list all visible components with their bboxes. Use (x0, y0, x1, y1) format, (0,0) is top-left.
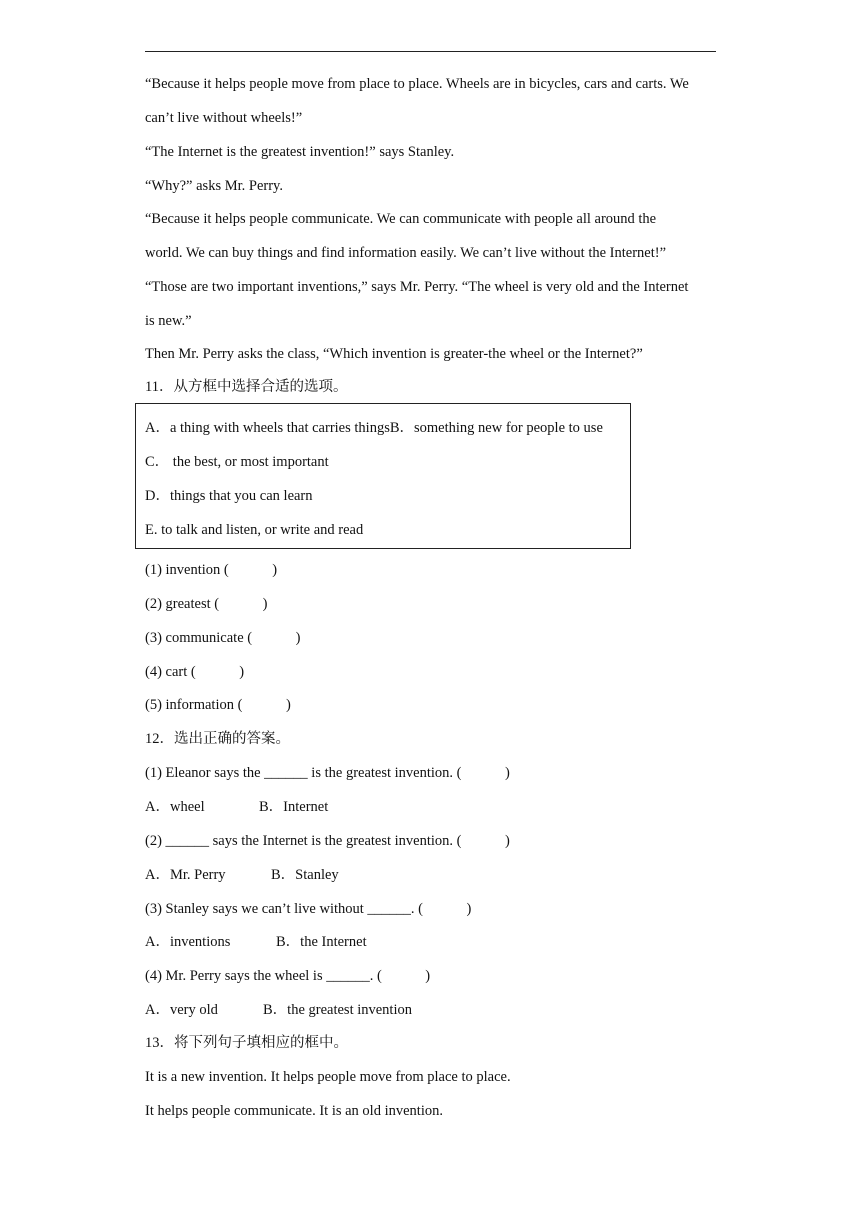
q12-stem: (3) Stanley says we can’t live without ______. ( ) (145, 901, 472, 917)
q11-item: (5) information ( ) (145, 697, 291, 713)
question-12-title: 12．选出正确的答案。 (145, 731, 290, 747)
header-rule (145, 51, 716, 52)
q12-choice-b: B．the Internet (276, 934, 367, 950)
q11-item: (2) greatest ( ) (145, 596, 268, 612)
q11-item: (3) communicate ( ) (145, 630, 301, 646)
q12-choice-b: B．Stanley (271, 867, 339, 883)
option-c: C． the best, or most important (145, 454, 329, 470)
question-13-title: 13．将下列句子填相应的框中。 (145, 1035, 348, 1051)
q12-stem: (2) ______ says the Internet is the greatest invention. ( ) (145, 833, 510, 849)
q12-choice-a: A．very old (145, 1002, 218, 1018)
q12-choice-b: B．the greatest invention (263, 1002, 412, 1018)
passage-line: “Because it helps people move from place to place. Wheels are in bicycles, cars and carts. We (145, 76, 689, 92)
q12-choice-a: A．inventions (145, 934, 231, 950)
passage-line: is new.” (145, 313, 192, 329)
options-box (135, 403, 631, 549)
option-row-ab (145, 419, 603, 437)
question-11-title: 11．从方框中选择合适的选项。 (145, 379, 348, 395)
q12-choice-a: A．wheel (145, 799, 205, 815)
passage-line: can’t live without wheels!” (145, 110, 303, 126)
q11-item: (4) cart ( ) (145, 664, 245, 680)
passage-line: world. We can buy things and find information easily. We can’t live without the Internet!” (145, 245, 667, 261)
q12-stem: (1) Eleanor says the ______ is the greatest invention. ( ) (145, 765, 510, 781)
passage-line: “The Internet is the greatest invention!” says Stanley. (145, 144, 455, 160)
option-d: D．things that you can learn (145, 488, 313, 504)
q12-choice-a: A．Mr. Perry (145, 867, 226, 883)
option-b: B．something new for people to use (389, 420, 603, 436)
option-e: E. to talk and listen, or write and read (145, 522, 364, 538)
option-a: A．a thing with wheels that carries things (145, 420, 390, 436)
q13-sentence: It is a new invention. It helps people move from place to place. (145, 1069, 511, 1085)
passage-line: “Because it helps people communicate. We can communicate with people all around the (145, 211, 657, 227)
passage-line: “Those are two important inventions,” says Mr. Perry. “The wheel is very old and the Internet (145, 279, 689, 295)
q13-sentence: It helps people communicate. It is an old invention. (145, 1103, 443, 1119)
q12-choice-b: B．Internet (259, 799, 329, 815)
q12-stem: (4) Mr. Perry says the wheel is ______. ( ) (145, 968, 431, 984)
q11-item: (1) invention ( ) (145, 562, 278, 578)
passage-line: Then Mr. Perry asks the class, “Which invention is greater-the wheel or the Internet?” (145, 346, 643, 362)
passage-line: “Why?” asks Mr. Perry. (145, 178, 283, 194)
